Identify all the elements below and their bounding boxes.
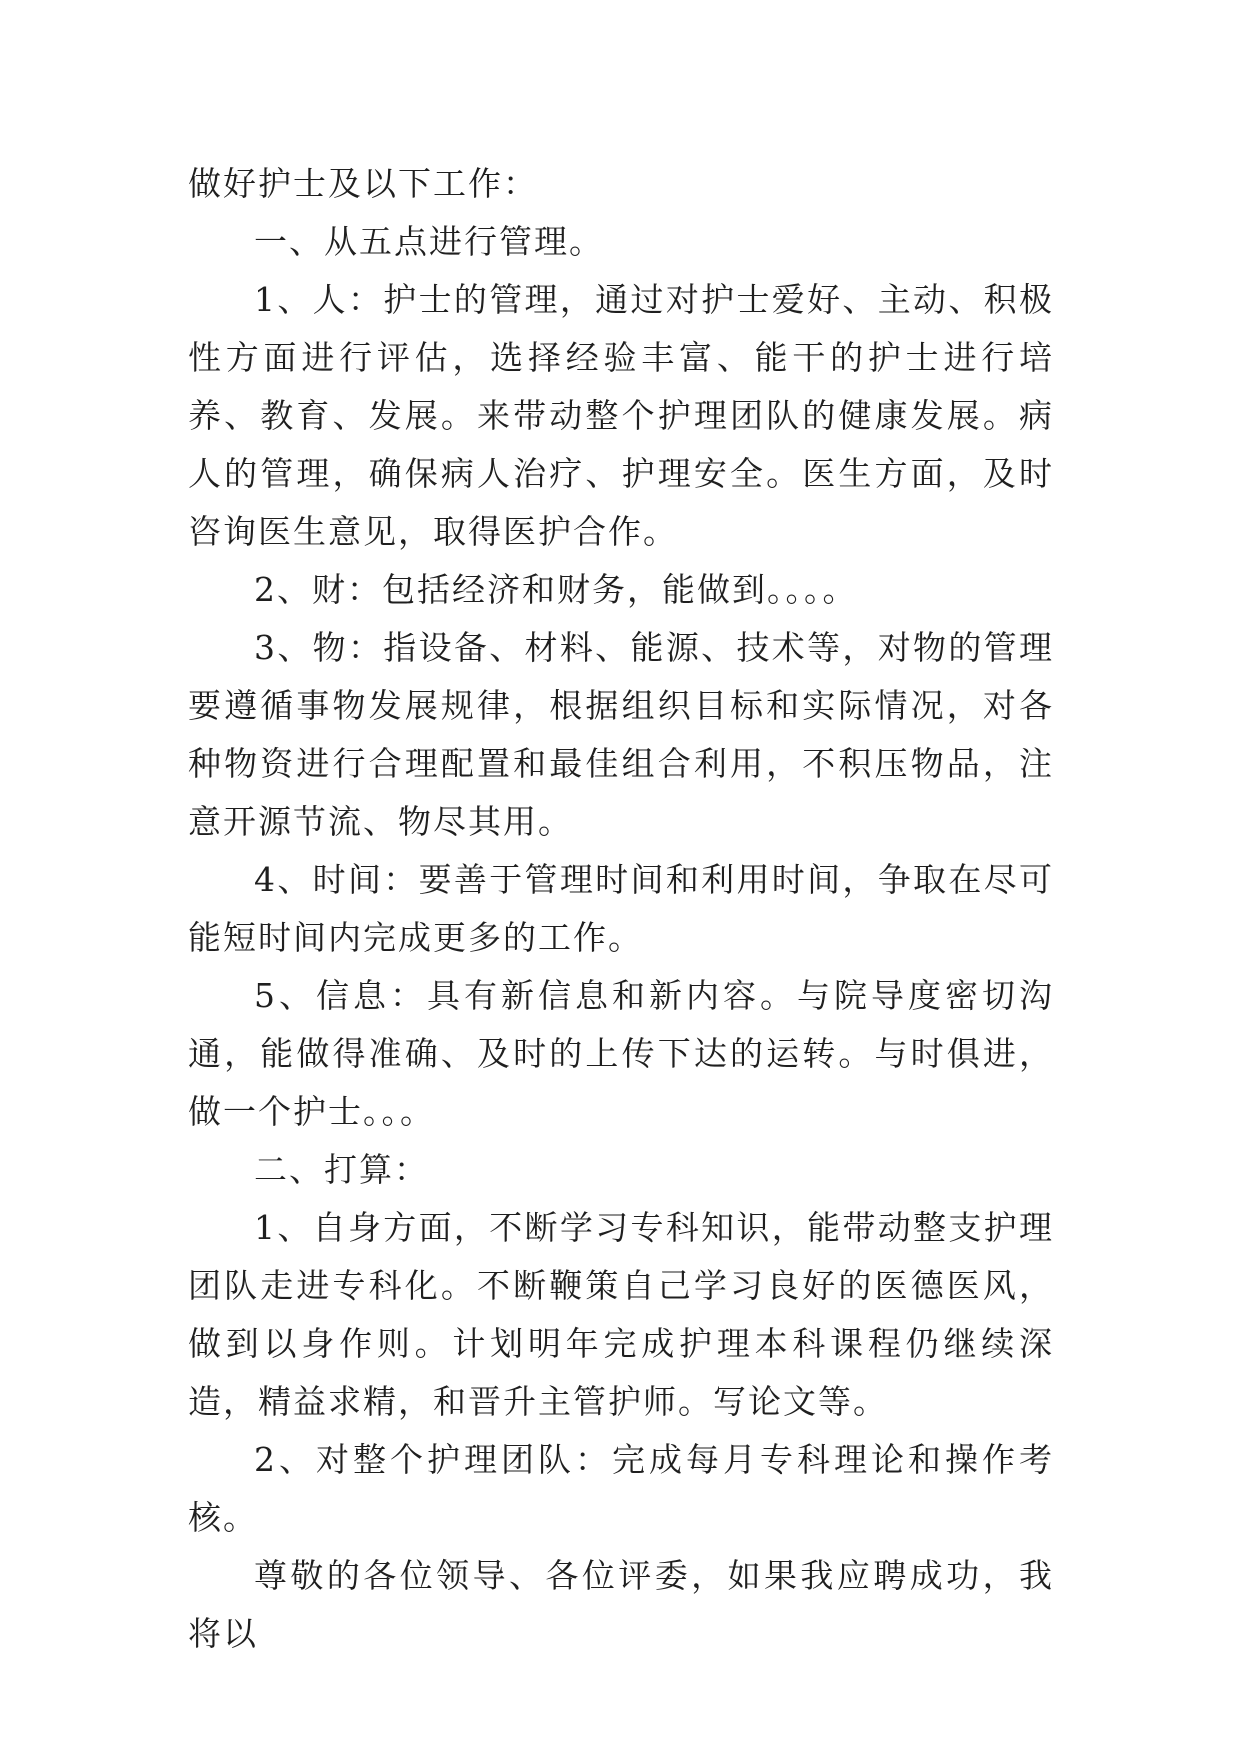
paragraph-closing: 尊敬的各位领导、各位评委，如果我应聘成功，我将以 [188,1556,1054,1653]
paragraph-self: 1、自身方面，不断学习专科知识，能带动整支护理团队走进专科化。不断鞭策自己学习良好的医德医风，做到以身作则。计划明年完成护理本科课程仍继续深造，精益求精，和晋升主管护师。写论文等。 [188,1208,1054,1421]
paragraph-time: 4、时间：要善于管理时间和利用时间，争取在尽可能短时间内完成更多的工作。 [188,860,1054,957]
paragraph-intro: 做好护士及以下工作： [188,164,538,203]
paragraph-finance: 2、财：包括经济和财务，能做到。。。。 [254,570,858,609]
paragraph-people: 1、人：护士的管理，通过对护士爱好、主动、积极性方面进行评估，选择经验丰富、能干的护士进行培养、教育、发展。来带动整个护理团队的健康发展。病人的管理，确保病人治疗、护理安全。医生方面，及时咨询医生意见，取得医护合作。 [188,280,1054,551]
paragraph-materials: 3、物：指设备、材料、能源、技术等，对物的管理要遵循事物发展规律，根据组织目标和实际情况，对各种物资进行合理配置和最佳组合利用，不积压物品，注意开源节流、物尽其用。 [188,628,1054,841]
paragraph-team: 2、对整个护理团队：完成每月专科理论和操作考核。 [188,1440,1054,1537]
section-heading-plans: 二、打算： [254,1150,429,1189]
paragraph-information: 5、信息：具有新信息和新内容。与院导度密切沟通，能做得准确、及时的上传下达的运转。与时俱进，做一个护士。。。 [188,976,1054,1131]
document-body [188,155,1054,1663]
section-heading-management: 一、从五点进行管理。 [254,222,604,261]
